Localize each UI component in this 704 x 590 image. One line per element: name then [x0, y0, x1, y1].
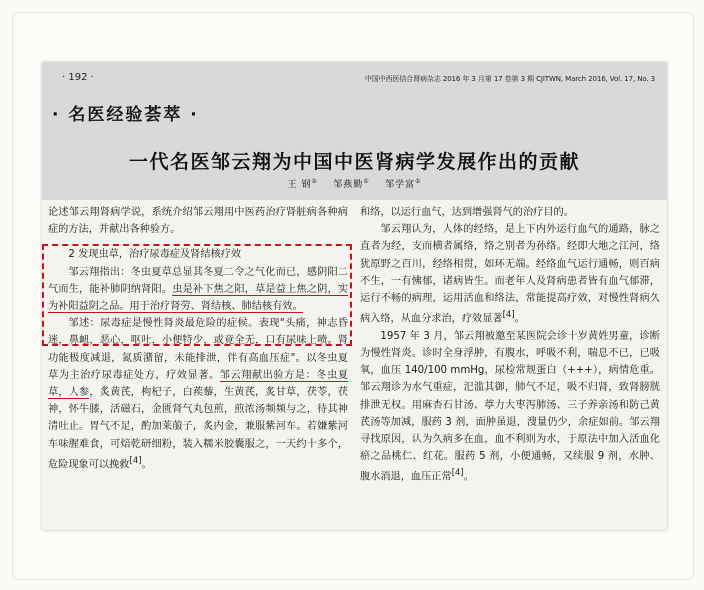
column-title: · 名医经验荟萃 · [52, 105, 199, 125]
paragraph-text: 1957 年 3 月，邹云翔被邀至某医院会诊十岁黄姓男童，诊断为慢性肾炎。诊时全身浮肿，有腹水，呼吸不利，喘息不已，已吸氧，血压 140/100 mmHg，尿检常规蛋白（+++），病情危重。邹云翔诊为水气重症，汜滥其御，肺气不足，吸不归肾，致肾膀胱排泄无权。用麻杏石甘汤、葶力大枣泻肺汤、三子养亲汤和防己黄芪汤等加减，服药 3 剂，面肿虽退，溲量仍少，余症如前。邹云翔寻找原因，认为久病多在血，血不利则为水，于原法中加入活血化瘀之品桃仁、红花。服药 5 剂，小便通畅，又续服 9 剂，水肿、腹水消退，血压正常 [360, 330, 660, 483]
author-affiliation: ② [311, 178, 318, 185]
paragraph-text: 。 [463, 471, 474, 483]
paragraph [360, 328, 660, 486]
author-name: 邹燕勤 [333, 180, 364, 190]
paragraph-text: ，炙黄芪，枸杞子，白蒺藜，生黄芪，炙甘草，茯苓，茯神，怀牛膝，活磁石，金匮肾气丸包煎，煎浓汤频频与之，待其神清吐止。胃气不足，酌加莱菔子，炙内金，兼服紫河车。若嫌紫河车味腥难食，可焙乾研细粉，装入糯米胶囊服之，一天约十多个，危险现象可以挽救 [48, 387, 349, 471]
reference-marker: [4] [502, 310, 515, 321]
reference-marker: [4] [129, 455, 142, 466]
author-list [42, 177, 667, 190]
paragraph [360, 221, 660, 328]
paragraph-text: 邹述：尿毒症是慢性肾炎最危险的症候。表现"头痛，神志昏迷，鼻衄，恶心，呕吐，小便特少，或竟全无，口有尿味上喷。肾功能极度减退，氮质潴留，未能排泄，伴有高血压症"。以冬虫夏草为主治疗尿毒症处方，疗效显著。 [48, 318, 348, 381]
paragraph-text: 。 [514, 313, 525, 325]
section-heading: 2 发现虫草，治疗尿毒症及肾结核疗效 [68, 249, 242, 261]
author-affiliation: ① [415, 178, 422, 185]
right-column [360, 204, 660, 486]
intro-paragraph: 论述邹云翔肾病学说，系统介绍邹云翔用中医药治疗肾脏病各种病症的方法，并献出各种验方。 [48, 207, 348, 236]
paragraph: 和络，以运行血气，达到增强肾气的治疗目的。 [360, 207, 574, 218]
article-title: 一代名医邹云翔为中国中医肾病学发展作出的贡献 [128, 151, 580, 173]
highlighted-text: 邹云翔献出验方是：冬虫夏草，人参 [48, 369, 349, 399]
paragraph-text: 邹云翔认为，人体的经络，是上下内外运行血气的通路，脉之直者为经，支而横者属络，络之别者为孙络。经即大地之江河，络犹原野之百川，经络相贯，如环无端。经络血气运行通畅，则百病不生，一有怫郁，诸病皆生。而老年人及肾病患者皆有血气郁滞，运行不畅的病理，运用活血和络法，常能提高疗效，对慢性肾病久病入络，从血分求治，疗效显著 [360, 224, 660, 325]
reference-marker: [4] [451, 468, 464, 479]
highlighted-text: 虫是补下焦之阳，草是益上焦之阴，实为补阳益阴之品。用于治疗肾劳、肾结核、肺结核有效。 [48, 283, 349, 313]
journal-citation: 中国中西医结合肾病杂志 2016 年 3 月第 17 卷第 3 期 CJITWN, March 2016, Vol. 17, No. 3 [364, 75, 655, 83]
author-name: 邹学富 [385, 180, 416, 190]
author-name: 王 钢 [287, 180, 312, 190]
highlight-dashed-box [42, 244, 352, 346]
author-affiliation: ① [363, 178, 370, 185]
paragraph-text: 。 [141, 459, 152, 471]
article-header [42, 62, 667, 200]
paragraph-text: 邹云翔指出：冬虫夏草总显其冬夏二令之气化而已，感阴阳二气而生，能补肺阴纳肾阳。 [48, 266, 348, 295]
page-number: · 192 · [62, 72, 94, 83]
